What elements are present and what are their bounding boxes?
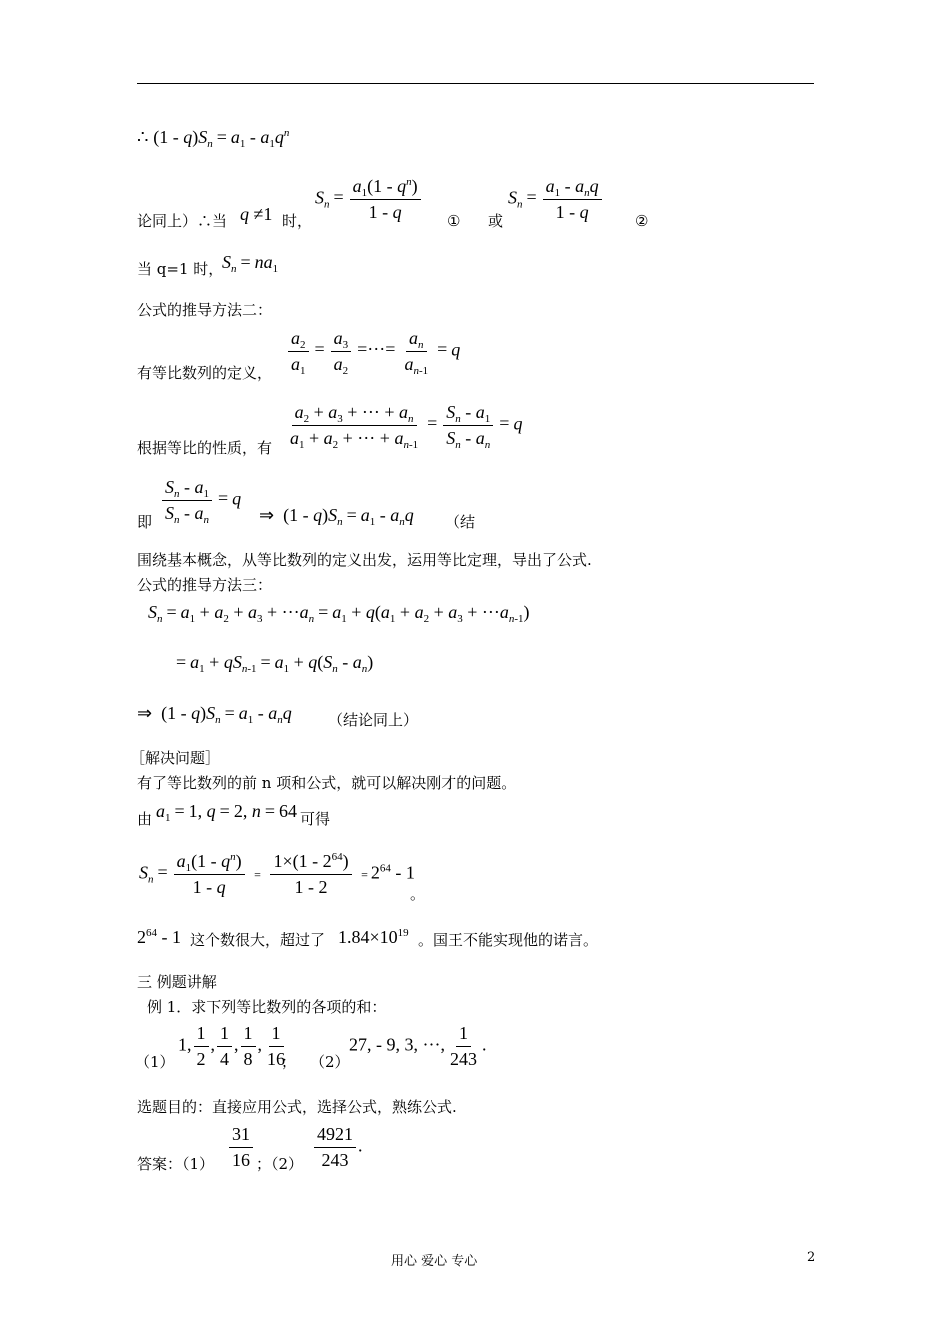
text-you: 由 — [137, 810, 153, 828]
circle-2: ② — [635, 212, 649, 230]
header-rule — [137, 83, 814, 84]
circle-1: ① — [447, 212, 461, 230]
text-method2: 公式的推导方法二： — [137, 301, 273, 319]
text-semicolon: ； — [281, 1053, 297, 1071]
text-period: 。 — [410, 885, 426, 903]
text-king: 。国王不能实现他的诺言。 — [418, 931, 599, 949]
formula-sn-compute: $S_n$ = $\frac{a_1(1 - q^n)}{1 - q}$ = $\frac{1\times(1 - 2^{64})}{1 - 2}$ = $2^{64} - 1$ — [139, 851, 415, 897]
heading-section3: 三 例题讲解 — [137, 973, 217, 991]
formula-answer-1: $\frac{31}{16}$ — [227, 1124, 255, 1170]
formula-1: $(1 - q)S_n = a_1 - a_1q^n$ — [153, 127, 290, 150]
text-when: 时， — [282, 212, 313, 230]
formula-2-64-minus-1: $2^{64} - 1$ — [137, 927, 181, 947]
formula-sn-na1: $S_n = na_1$ — [222, 252, 279, 275]
formula-sn-2: $S_n$ = $\frac{a_1 - a_nq}{1 - q}$ — [508, 176, 604, 222]
page-number: 2 — [807, 1250, 816, 1265]
line-therefore — [137, 127, 290, 150]
text-q1: 当 q=1 时， — [137, 260, 224, 278]
text-purpose: 选题目的：直接应用公式，选择公式，熟练公式. — [137, 1098, 457, 1116]
text-concl-same2: （结论同上） — [328, 711, 419, 729]
text-definition: 有等比数列的定义， — [137, 364, 273, 382]
formula-q-neq-1: q ≠1 — [240, 204, 273, 224]
formula-1-84e19: $1.84\times 10^{19}$ — [338, 927, 409, 947]
therefore-symbol: ∴ — [137, 127, 149, 147]
label-part1: （1） — [135, 1053, 175, 1071]
text-or: 或 — [488, 212, 504, 230]
formula-method3-line1: $S_n = a_1 + a_2 + a_3 + \cdot\cdot\cdot a_n = a_1 + q(a_1 + a_2 + a_3 + \cdot\cdot\cdot a_{n-1})$ — [148, 602, 530, 625]
label-part2: （2） — [310, 1053, 350, 1071]
text-ji: 即 — [137, 513, 153, 531]
formula-result-2: ⇒ $(1 - q)S_n = a_1 - a_nq$ — [259, 505, 414, 528]
formula-series-2: 27, - 9, 3, ···, $\frac{1}{243}$ . — [349, 1023, 487, 1069]
text-jie: （结 — [445, 513, 476, 531]
text-example1: 例 1．求下列等比数列的各项的和： — [147, 998, 387, 1016]
formula-method3-result: ⇒ $(1 - q)S_n = a_1 - a_nq$ — [137, 703, 292, 726]
footer-center: 用心 爱心 专心 — [391, 1254, 478, 1269]
heading-solve: ［解决问题］ — [130, 749, 221, 767]
answer-dot: . — [358, 1135, 363, 1156]
formula-answer-2: $\frac{4921}{243}$ . — [312, 1124, 363, 1170]
text-solve: 有了等比数列的前 n 项和公式，就可以解决刚才的问题。 — [137, 774, 517, 792]
formula-ji: $\frac{S_n - a_1}{S_n - a_n}$ = q — [160, 477, 241, 523]
text-property: 根据等比的性质，有 — [137, 439, 273, 457]
formula-given: $a_1 = 1$, q = 2, n = 64 — [156, 801, 297, 824]
text-wrap: 围绕基本概念，从等比数列的定义出发，运用等比定理，导出了公式. — [137, 551, 592, 569]
text-answer: 答案：（1） — [137, 1155, 215, 1173]
text-concl-same: 论同上）∴当 — [137, 212, 228, 230]
formula-method3-line2: = $a_1 + qS_{n-1} = a_1 + q(S_n - a_n)$ — [176, 652, 374, 675]
text-method3: 公式的推导方法三： — [137, 576, 273, 594]
formula-sn-1: $S_n$ = $\frac{a_1(1 - q^n)}{1 - q}$ — [315, 176, 423, 222]
formula-series-1: 1, $\frac{1}{2}$ , $\frac{1}{4}$ , $\frac{1}{8}$ , $\frac{1}{16}$ — [178, 1023, 285, 1069]
formula-ratio-property: $\frac{a_2 + a_3 + \cdot\cdot\cdot + a_n}{a_1 + a_2 + \cdot\cdot\cdot + a_{n-1}}$ = $\frac{S_n - a_1}{S_n - a_n}$ = q — [290, 402, 523, 451]
formula-ratio-def: $\frac{a_2}{a_1}$ = $\frac{a_3}{a_2}$ =···= $\frac{a_n}{a_{n-1}}$ = q — [286, 328, 460, 374]
text-kede: 可得 — [300, 810, 331, 828]
text-big: 这个数很大，超过了 — [190, 931, 326, 949]
text-answer-semi: ；（2） — [256, 1155, 304, 1173]
